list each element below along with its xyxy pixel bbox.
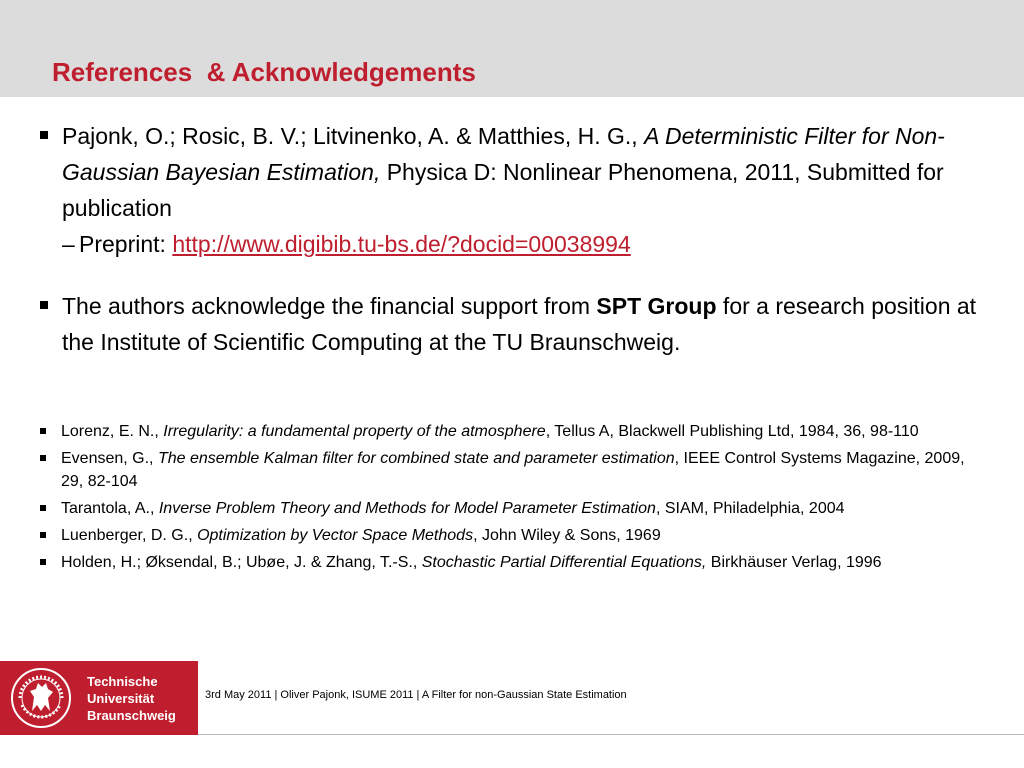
reference-authors: Holden, H.; Øksendal, B.; Ubøe, J. & Zhang, T.-S.,	[61, 554, 422, 571]
reference-title: Stochastic Partial Differential Equations,	[421, 554, 707, 571]
logo-wordmark	[87, 673, 176, 724]
logo-line-3: Braunschweig	[87, 708, 176, 723]
main-reference-details: Physica D: Nonlinear Phenomena, 2011, Submitted for publication	[62, 159, 944, 221]
logo-line-2: Universität	[87, 691, 155, 706]
main-reference-title: A Deterministic Filter for Non-Gaussian Bayesian Estimation,	[62, 123, 945, 185]
acknowledgement-sponsor: SPT Group	[596, 293, 717, 319]
square-bullet-icon	[40, 559, 46, 565]
reference-authors: Tarantola, A.,	[61, 500, 159, 517]
acknowledgement-text	[62, 288, 982, 360]
dash-bullet-icon: –	[62, 231, 75, 257]
reference-title: Irregularity: a fundamental property of the atmosphere	[163, 423, 546, 440]
preprint-line	[62, 226, 631, 262]
reference-details: , SIAM, Philadelphia, 2004	[655, 500, 845, 517]
reference-text	[61, 551, 990, 574]
reference-details: , IEEE Control Systems Magazine, 2009, 29, 82-104	[61, 450, 965, 490]
reference-item	[40, 497, 990, 520]
logo-line-1: Technische	[87, 674, 158, 689]
square-bullet-icon	[40, 532, 46, 538]
reference-text	[61, 420, 990, 443]
preprint-label: Preprint:	[79, 231, 173, 257]
university-logo	[0, 661, 198, 735]
reference-list	[40, 420, 990, 578]
square-bullet-icon	[40, 428, 46, 434]
reference-authors: Luenberger, D. G.,	[61, 527, 198, 544]
reference-text	[61, 524, 990, 547]
square-bullet-icon	[40, 131, 48, 139]
reference-text	[61, 497, 990, 520]
reference-item	[40, 447, 990, 493]
reference-item	[40, 524, 990, 547]
acknowledgement-after: for a research position at the Institute of Scientific Computing at the TU Braunschweig.	[62, 293, 977, 355]
reference-item	[40, 551, 990, 574]
reference-details: , Tellus A, Blackwell Publishing Ltd, 1984, 36, 98-110	[545, 423, 919, 440]
reference-title: Optimization by Vector Space Methods	[197, 527, 474, 544]
square-bullet-icon	[40, 455, 46, 461]
reference-title: The ensemble Kalman filter for combined state and parameter estimation	[157, 450, 675, 467]
square-bullet-icon	[40, 301, 48, 309]
reference-details: Birkhäuser Verlag, 1996	[706, 554, 882, 571]
reference-title: Inverse Problem Theory and Methods for Model Parameter Estimation	[158, 500, 656, 517]
square-bullet-icon	[40, 505, 46, 511]
preprint-link[interactable]: http://www.digibib.tu-bs.de/?docid=00038994	[172, 231, 631, 257]
main-reference-authors: Pajonk, O.; Rosic, B. V.; Litvinenko, A. & Matthies, H. G.,	[62, 123, 645, 149]
slide-title: References & Acknowledgements	[52, 57, 476, 87]
reference-authors: Evensen, G.,	[61, 450, 158, 467]
footer-text: 3rd May 2011 | Oliver Pajonk, ISUME 2011 | A Filter for non-Gaussian State Estimation	[205, 689, 627, 701]
reference-item	[40, 420, 990, 443]
reference-authors: Lorenz, E. N.,	[61, 423, 164, 440]
reference-details: , John Wiley & Sons, 1969	[473, 527, 661, 544]
main-reference-text	[62, 118, 982, 226]
acknowledgement-before: The authors acknowledge the financial support from	[62, 293, 597, 319]
reference-text	[61, 447, 990, 493]
tu-braunschweig-seal-icon	[10, 667, 72, 729]
